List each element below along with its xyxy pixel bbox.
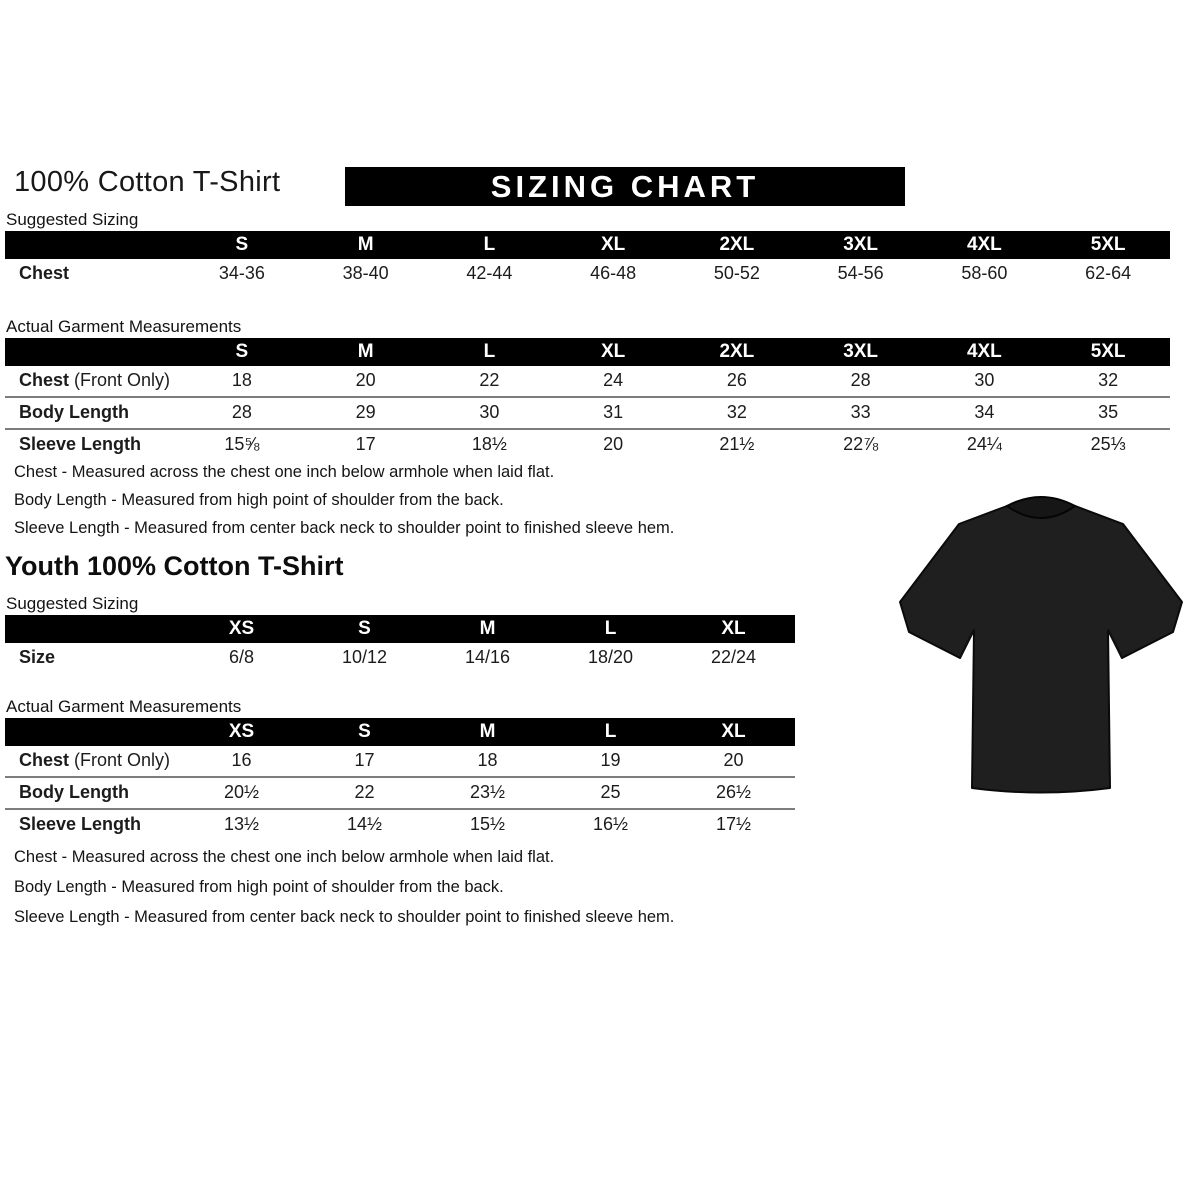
measurement-value: 54-56: [799, 259, 923, 289]
measurement-note: Chest - Measured across the chest one inch below armhole when laid flat.: [14, 848, 555, 866]
measurement-value: 20: [672, 746, 795, 777]
adult-suggested-sizing-label: Suggested Sizing: [6, 210, 139, 229]
measurement-note: Sleeve Length - Measured from center back neck to shoulder point to finished sleeve hem.: [14, 908, 675, 926]
measurement-value: 25⅓: [1046, 429, 1170, 460]
measurement-value: 15½: [426, 809, 549, 840]
size-column-header-empty: [5, 718, 180, 746]
measurement-value: 28: [799, 366, 923, 397]
measurement-value: 6/8: [180, 643, 303, 673]
measurement-note: Sleeve Length - Measured from center back neck to shoulder point to finished sleeve hem.: [14, 519, 675, 537]
measurement-row: [5, 643, 795, 673]
measurement-row-label: Sleeve Length: [5, 809, 180, 840]
measurement-value: 32: [675, 397, 799, 429]
measurement-value: 18½: [428, 429, 552, 460]
size-column-header-empty: [5, 231, 180, 259]
adult-actual-measurements-table: [5, 338, 1170, 460]
size-table: [5, 231, 1170, 289]
measurement-value: 21½: [675, 429, 799, 460]
size-column-header: 4XL: [923, 231, 1047, 259]
measurement-value: 29: [304, 397, 428, 429]
measurement-value: 23½: [426, 777, 549, 809]
measurement-value: 50-52: [675, 259, 799, 289]
size-column-header: 2XL: [675, 338, 799, 366]
size-column-header: L: [428, 338, 552, 366]
youth-section-title: Youth 100% Cotton T-Shirt: [5, 551, 344, 581]
size-column-header: S: [180, 338, 304, 366]
size-column-header: M: [426, 615, 549, 643]
size-column-header: XL: [672, 615, 795, 643]
adult-measurement-notes: [14, 458, 774, 542]
measurement-value: 14½: [303, 809, 426, 840]
measurement-row-label: Sleeve Length: [5, 429, 180, 460]
measurement-value: 26½: [672, 777, 795, 809]
sizing-chart-banner: SIZING CHART: [345, 167, 905, 206]
measurement-note: Body Length - Measured from high point of shoulder from the back.: [14, 878, 504, 896]
size-column-header: S: [303, 718, 426, 746]
measurement-value: 16½: [549, 809, 672, 840]
measurement-row: [5, 809, 795, 840]
measurement-value: 17: [304, 429, 428, 460]
size-column-header: XL: [672, 718, 795, 746]
measurement-row-label: Size: [5, 643, 180, 673]
measurement-value: 31: [551, 397, 675, 429]
youth-actual-measurements-table: [5, 718, 795, 840]
size-column-header: M: [304, 231, 428, 259]
measurement-row: [5, 397, 1170, 429]
measurement-row: [5, 777, 795, 809]
size-column-header: S: [180, 231, 304, 259]
measurement-value: 32: [1046, 366, 1170, 397]
adult-suggested-sizing-table: [5, 231, 1170, 289]
measurement-value: 26: [675, 366, 799, 397]
measurement-value: 42-44: [428, 259, 552, 289]
measurement-value: 19: [549, 746, 672, 777]
measurement-row: [5, 259, 1170, 289]
measurement-value: 17½: [672, 809, 795, 840]
measurement-row-label: Body Length: [5, 777, 180, 809]
size-column-header: S: [303, 615, 426, 643]
tshirt-icon: [885, 470, 1200, 815]
size-column-header: XL: [551, 338, 675, 366]
size-column-header: L: [549, 718, 672, 746]
size-column-header: M: [304, 338, 428, 366]
measurement-value: 34-36: [180, 259, 304, 289]
size-column-header: 4XL: [923, 338, 1047, 366]
measurement-row-label: Chest (Front Only): [5, 746, 180, 777]
measurement-value: 20: [551, 429, 675, 460]
measurement-row: [5, 366, 1170, 397]
measurement-value: 24: [551, 366, 675, 397]
measurement-value: 18: [426, 746, 549, 777]
measurement-value: 22: [428, 366, 552, 397]
measurement-row: [5, 429, 1170, 460]
measurement-row-label: Chest: [5, 259, 180, 289]
youth-measurement-notes: [14, 842, 774, 932]
measurement-row-label: Chest (Front Only): [5, 366, 180, 397]
measurement-value: 17: [303, 746, 426, 777]
measurement-value: 14/16: [426, 643, 549, 673]
adult-actual-measurements-label: Actual Garment Measurements: [6, 317, 242, 336]
measurement-value: 10/12: [303, 643, 426, 673]
youth-suggested-sizing-table: [5, 615, 795, 673]
tshirt-product-image: [885, 470, 1200, 815]
measurement-value: 58-60: [923, 259, 1047, 289]
size-table: [5, 338, 1170, 460]
measurement-value: 22: [303, 777, 426, 809]
page-title: 100% Cotton T-Shirt: [14, 166, 281, 198]
size-table: [5, 615, 795, 673]
size-column-header-empty: [5, 338, 180, 366]
size-column-header: XS: [180, 718, 303, 746]
tshirt-body: [900, 500, 1182, 793]
measurement-value: 46-48: [551, 259, 675, 289]
measurement-value: 22/24: [672, 643, 795, 673]
measurement-row-label: Body Length: [5, 397, 180, 429]
size-column-header-empty: [5, 615, 180, 643]
size-column-header: M: [426, 718, 549, 746]
size-column-header: 2XL: [675, 231, 799, 259]
measurement-value: 30: [923, 366, 1047, 397]
measurement-value: 22⅞: [799, 429, 923, 460]
size-column-header: XS: [180, 615, 303, 643]
measurement-value: 30: [428, 397, 552, 429]
size-column-header: L: [549, 615, 672, 643]
measurement-note: Chest - Measured across the chest one inch below armhole when laid flat.: [14, 463, 555, 481]
measurement-value: 34: [923, 397, 1047, 429]
measurement-value: 13½: [180, 809, 303, 840]
measurement-value: 28: [180, 397, 304, 429]
size-column-header: 5XL: [1046, 338, 1170, 366]
size-column-header: 5XL: [1046, 231, 1170, 259]
size-column-header: 3XL: [799, 231, 923, 259]
measurement-value: 20½: [180, 777, 303, 809]
measurement-value: 25: [549, 777, 672, 809]
size-column-header: XL: [551, 231, 675, 259]
size-column-header: L: [428, 231, 552, 259]
measurement-value: 24¼: [923, 429, 1047, 460]
measurement-value: 18/20: [549, 643, 672, 673]
size-table: [5, 718, 795, 840]
youth-actual-measurements-label: Actual Garment Measurements: [6, 697, 242, 716]
measurement-row: [5, 746, 795, 777]
measurement-value: 15⅝: [180, 429, 304, 460]
measurement-value: 16: [180, 746, 303, 777]
measurement-value: 35: [1046, 397, 1170, 429]
size-column-header: 3XL: [799, 338, 923, 366]
measurement-value: 62-64: [1046, 259, 1170, 289]
measurement-value: 38-40: [304, 259, 428, 289]
measurement-note: Body Length - Measured from high point of shoulder from the back.: [14, 491, 504, 509]
measurement-value: 33: [799, 397, 923, 429]
measurement-value: 18: [180, 366, 304, 397]
youth-suggested-sizing-label: Suggested Sizing: [6, 594, 139, 613]
measurement-value: 20: [304, 366, 428, 397]
